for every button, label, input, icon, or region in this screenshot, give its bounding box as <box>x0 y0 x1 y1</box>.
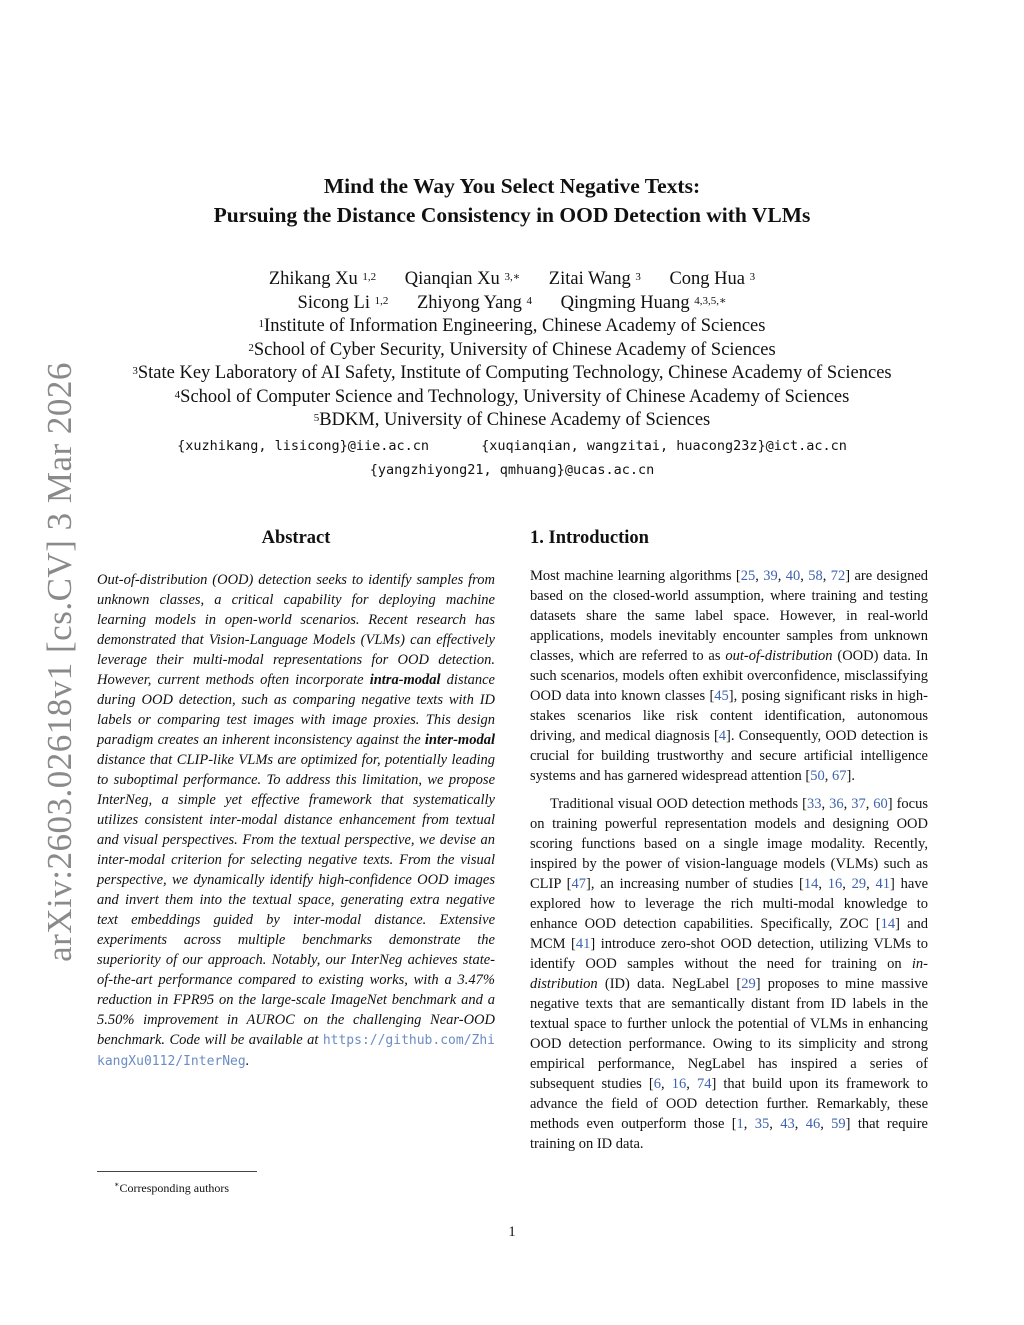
author-row-2 <box>0 292 1024 316</box>
citation-link[interactable]: 35 <box>754 1116 770 1132</box>
code-link[interactable]: https://github.com/ZhikangXu0112/InterNeg <box>97 1033 495 1069</box>
citation-link[interactable]: 29 <box>851 876 867 892</box>
citation-link[interactable]: 36 <box>829 796 844 812</box>
email-list <box>0 434 1024 482</box>
author-row-1 <box>0 268 1024 292</box>
abstract-column <box>97 526 495 1072</box>
abstract-heading: Abstract <box>261 528 331 548</box>
author: Zhikang Xu $^{1,2}$ <box>268 269 377 289</box>
author-block <box>0 268 1024 482</box>
citation-link[interactable]: 50 <box>810 768 825 784</box>
footnote: ∗Corresponding authors <box>114 1180 230 1195</box>
citation-link[interactable]: 37 <box>851 796 866 812</box>
citation-link[interactable]: 45 <box>714 688 729 704</box>
citation-link[interactable]: 40 <box>785 568 801 584</box>
citation-link[interactable]: 1 <box>736 1116 744 1132</box>
author: Sicong Li $^{1,2}$ <box>297 292 389 313</box>
paper-title <box>0 172 1024 230</box>
citation-link[interactable]: 14 <box>880 916 896 932</box>
citation-link[interactable]: 16 <box>671 1076 687 1092</box>
citation-link[interactable]: 43 <box>780 1116 795 1132</box>
affiliation: $^4$School of Computer Science and Technology, University of Chinese Academy of Sciences <box>174 386 850 407</box>
citation-link[interactable]: 6 <box>653 1076 661 1092</box>
author: Qingming Huang $^{4,3,5,∗}$ <box>560 292 727 313</box>
intro-paragraph-2: Traditional visual OOD detection methods [33, 36, 37, 60] focus on training powerful representation models and designing OOD scoring functions based on a single image modality. Recently, inspired by the power of vision-language models (VLMs) such as CLIP [47], an increasing number of studies [14, 16, 29, 41] have explored how to leverage the rich multi-modal knowledge to enhance OOD detection capabilities. Specifically, ZOC [14] and MCM [41] introduce zero-shot OOD detection, utilizing VLMs to identify OOD samples without the need for training on in-distribution (ID) data. NegLabel [29] proposes to mine massive negative texts that are semantically distant from ID labels in the textual space to further unlock the potential of VLMs in enhancing OOD detection performance. Owing to its simplicity and strong empirical performance, NegLabel has inspired a series of subsequent studies [6, 16, 74] that build upon its framework to advance the field of OOD detection further. Remarkably, these methods even outperform those [1, 35, 43, 46, 59] that require training on ID data. <box>530 796 929 1152</box>
author: Zitai Wang $^3$ <box>548 269 641 289</box>
introduction-column <box>530 526 928 1162</box>
page-number: 1 <box>508 1224 516 1240</box>
citation-link[interactable]: 4 <box>718 728 727 744</box>
citation-link[interactable]: 33 <box>806 796 822 812</box>
affiliation: $^5$BDKM, University of Chinese Academy of Sciences <box>313 410 711 430</box>
author: Cong Hua $^3$ <box>669 269 756 289</box>
citation-link[interactable]: 60 <box>873 796 888 812</box>
introduction-heading: 1. Introduction <box>530 528 649 548</box>
author: Qianqian Xu $^{3,∗}$ <box>404 269 521 289</box>
citation-link[interactable]: 47 <box>571 876 586 892</box>
citation-link[interactable]: 41 <box>575 936 591 952</box>
citation-link[interactable]: 25 <box>740 568 756 584</box>
author: Zhiyong Yang $^4$ <box>417 292 532 313</box>
title-line-2: Pursuing the Distance Consistency in OOD Detection with VLMs <box>213 203 811 227</box>
title-line-1: Mind the Way You Select Negative Texts: <box>323 174 701 198</box>
citation-link[interactable]: 46 <box>805 1116 821 1132</box>
email-ict: {xuqianqian, wangzitai, huacong23z}@ict.ac.cn <box>481 437 847 454</box>
affiliation: $^2$School of Cyber Security, University of Chinese Academy of Sciences <box>248 339 776 360</box>
citation-link[interactable]: 58 <box>808 568 823 584</box>
citation-link[interactable]: 16 <box>827 876 843 892</box>
abstract-body: Out-of-distribution (OOD) detection seeks to identify samples from unknown classes, a critical capability for deploying machine learning models in open-world scenarios. Recent research has demonstrated that Vision-Language Models (VLMs) can effectively leverage their multi-modal representations for OOD detection. However, current methods often incorporate intra-modal distance during OOD detection, such as comparing negative texts with ID labels or comparing test images with image proxies. This design paradigm creates an inherent inconsistency against the inter-modal distance that CLIP-like VLMs are optimized for, potentially leading to suboptimal performance. To address this limitation, we propose InterNeg, a simple yet effective framework that systematically utilizes consistent inter-modal distance enhancement from textual and visual perspectives. From the textual perspective, we devise an inter-modal criterion for selecting negative texts. From the visual perspective, we dynamically identify high-confidence OOD images and invert them into the textual space, generating extra negative text embeddings guided by inter-modal distance. Extensive experiments across multiple benchmarks demonstrate the superiority of our approach. Notably, our InterNeg achieves state-of-the-art performance compared to existing works, with a 3.47% reduction in FPR95 on the large-scale ImageNet benchmark and a 5.50% improvement in AUROC on the challenging Near-OOD benchmark. Code will be available at https://github.com/ZhikangXu0112/InterNeg. <box>97 572 495 1069</box>
citation-link[interactable]: 39 <box>763 568 778 584</box>
citation-link[interactable]: 59 <box>831 1116 846 1132</box>
citation-link[interactable]: 29 <box>741 976 756 992</box>
affiliation: $^3$State Key Laboratory of AI Safety, Institute of Computing Technology, Chinese Academy of Sciences <box>132 363 892 383</box>
email-iie: {xuzhikang, lisicong}@iie.ac.cn <box>177 437 430 454</box>
citation-link[interactable]: 72 <box>830 568 846 584</box>
footnote-rule <box>97 1171 257 1172</box>
email-ucas: {yangzhiyong21, qmhuang}@ucas.ac.cn <box>369 461 655 478</box>
citation-link[interactable]: 74 <box>696 1076 712 1092</box>
citation-link[interactable]: 41 <box>875 876 891 892</box>
affiliation: $^1$Institute of Information Engineering, Chinese Academy of Sciences <box>258 316 766 336</box>
arxiv-identifier: arXiv:2603.02618v1 [cs.CV] 3 Mar 2026 <box>40 362 79 962</box>
intro-paragraph-1: Most machine learning algorithms [25, 39, 40, 58, 72] are designed based on the closed-world assumption, where training and testing datasets share the same label space. However, in real-world applications, models inevitably encounter samples from unknown classes, which are referred to as out-of-distribution (OOD) data. In such scenarios, models often exhibit overconfidence, misclassifying OOD data into known classes [45], posing significant risks in high-stakes scenarios like risk content identification, autonomous driving, and medical diagnosis [4]. Consequently, OOD detection is crucial for building trustworthy and secure artificial intelligence systems and has garnered widespread attention [50, 67]. <box>530 568 929 784</box>
citation-link[interactable]: 14 <box>803 876 819 892</box>
citation-link[interactable]: 67 <box>832 768 847 784</box>
